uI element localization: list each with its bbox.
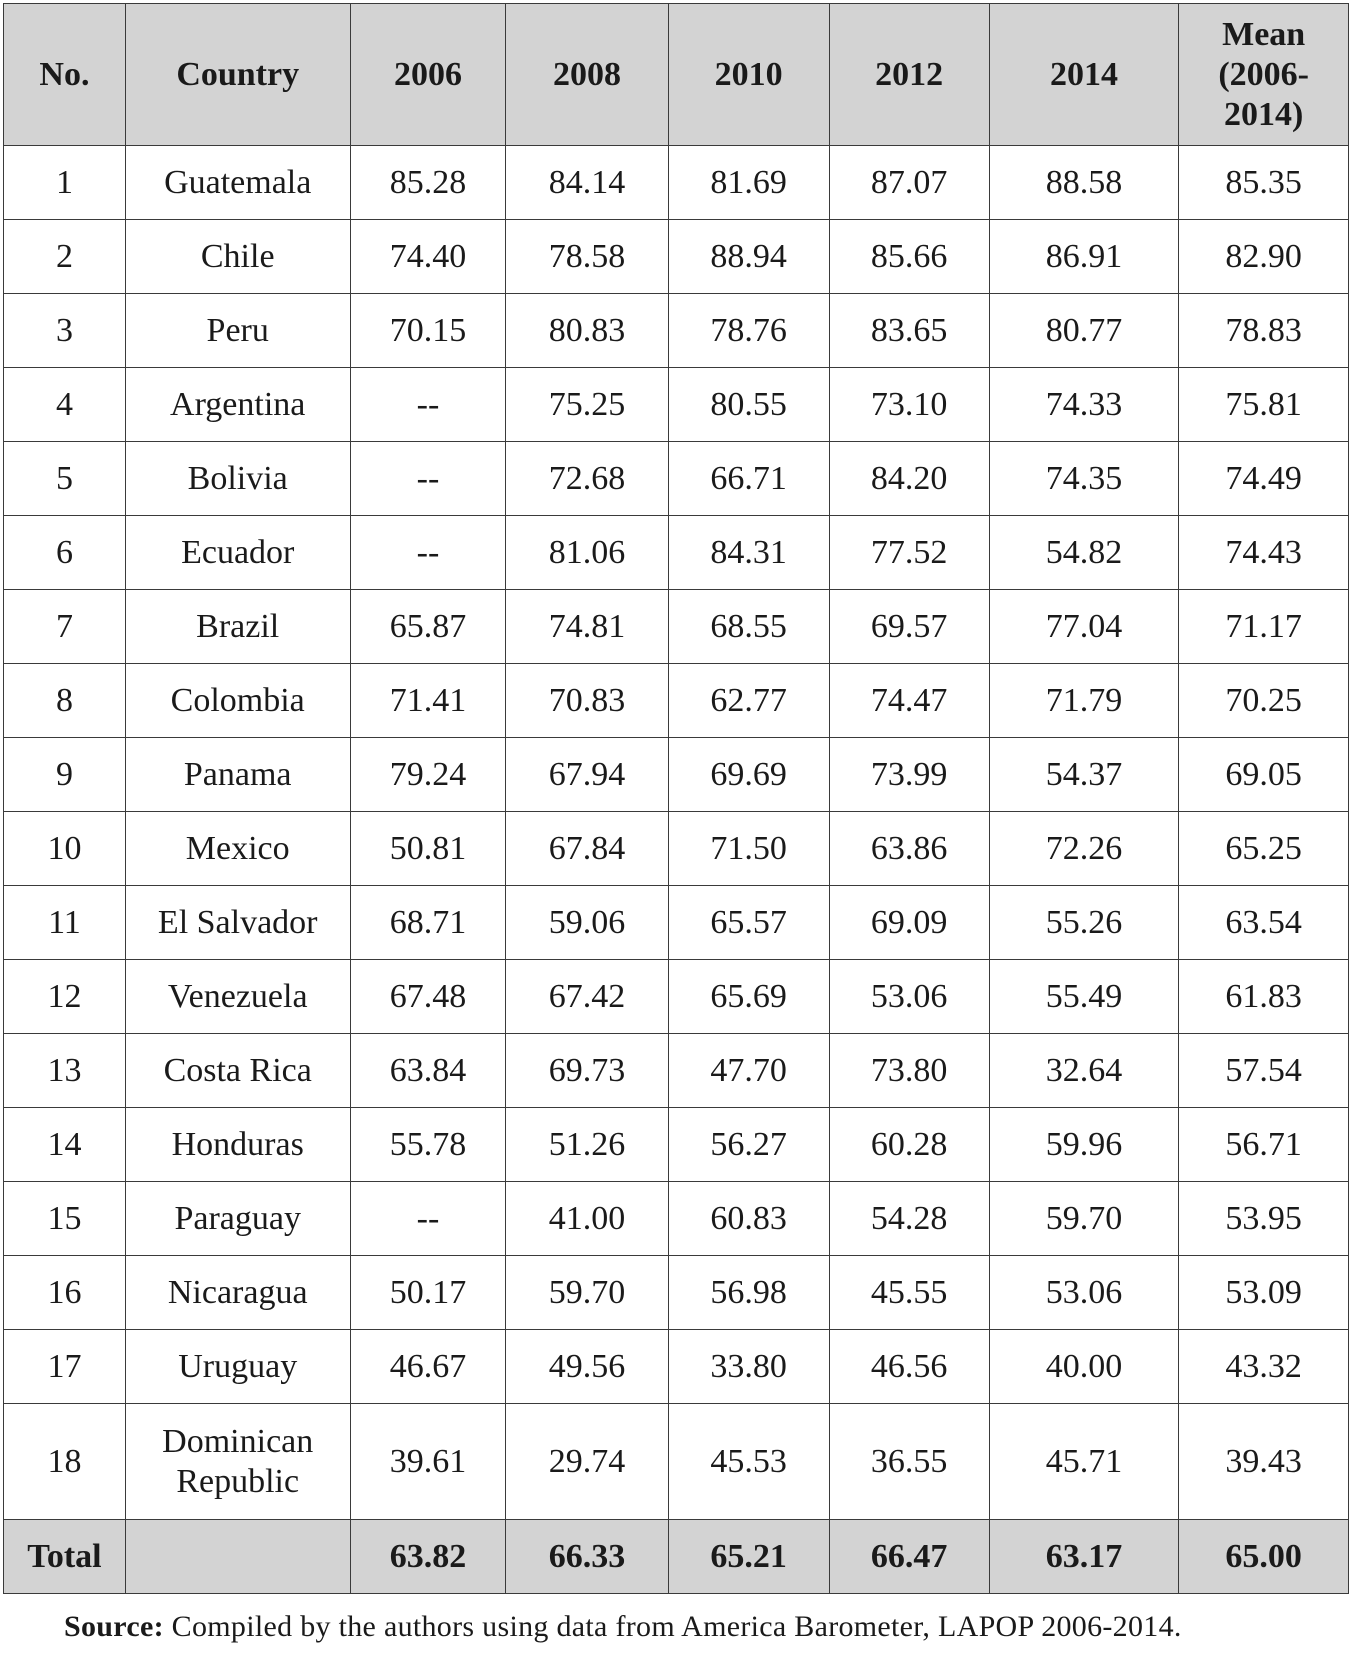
table-row [4,960,1349,1034]
cell-value: 84.14 [506,146,668,220]
source-text: Compiled by the authors using data from America Barometer, LAPOP 2006-2014. [163,1610,1182,1643]
cell-value: 77.52 [829,516,989,590]
cell-value: 81.69 [668,146,829,220]
cell-country: El Salvador [125,886,350,960]
cell-value: -- [350,516,506,590]
cell-country: Bolivia [125,442,350,516]
cell-country: Brazil [125,590,350,664]
header-row [4,4,1349,146]
cell-value: 80.83 [506,294,668,368]
cell-value: 69.09 [829,886,989,960]
table-row [4,442,1349,516]
header-2010: 2010 [668,4,829,146]
cell-no: 8 [4,664,126,738]
cell-value: 66.71 [668,442,829,516]
cell-value: 88.58 [989,146,1179,220]
cell-no: 4 [4,368,126,442]
cell-value: 74.49 [1179,442,1349,516]
total-value: 66.33 [506,1520,668,1594]
cell-no: 7 [4,590,126,664]
table-row [4,738,1349,812]
header-2014: 2014 [989,4,1179,146]
cell-no: 3 [4,294,126,368]
cell-value: 61.83 [1179,960,1349,1034]
cell-value: 50.17 [350,1256,506,1330]
cell-value: 45.53 [668,1404,829,1520]
cell-value: 70.15 [350,294,506,368]
cell-country: Uruguay [125,1330,350,1404]
table-row [4,1404,1349,1520]
cell-value: 59.70 [989,1182,1179,1256]
table-row [4,368,1349,442]
total-value: 65.21 [668,1520,829,1594]
cell-value: 39.61 [350,1404,506,1520]
cell-country: Honduras [125,1108,350,1182]
cell-value: 70.83 [506,664,668,738]
table-row [4,812,1349,886]
cell-value: 55.26 [989,886,1179,960]
cell-value: 60.28 [829,1108,989,1182]
cell-value: 72.68 [506,442,668,516]
cell-value: 74.35 [989,442,1179,516]
total-label: Total [4,1520,126,1594]
cell-no: 13 [4,1034,126,1108]
cell-value: 78.58 [506,220,668,294]
cell-value: -- [350,1182,506,1256]
cell-value: 78.76 [668,294,829,368]
cell-value: 74.40 [350,220,506,294]
total-empty-cell [125,1520,350,1594]
cell-no: 16 [4,1256,126,1330]
table-row [4,294,1349,368]
cell-value: 74.33 [989,368,1179,442]
cell-value: 75.81 [1179,368,1349,442]
cell-value: 32.64 [989,1034,1179,1108]
cell-value: 79.24 [350,738,506,812]
cell-value: 50.81 [350,812,506,886]
header-mean-line: (2006- [1218,55,1309,93]
cell-value: 65.87 [350,590,506,664]
cell-value: 85.66 [829,220,989,294]
cell-value: 43.32 [1179,1330,1349,1404]
cell-value: 41.00 [506,1182,668,1256]
cell-value: 71.50 [668,812,829,886]
table-row [4,664,1349,738]
cell-value: 71.17 [1179,590,1349,664]
source-label: Source: [64,1610,164,1643]
total-value: 63.82 [350,1520,506,1594]
cell-value: 54.37 [989,738,1179,812]
cell-value: 67.48 [350,960,506,1034]
cell-country: Costa Rica [125,1034,350,1108]
cell-value: 63.86 [829,812,989,886]
cell-value: 80.55 [668,368,829,442]
cell-value: 53.95 [1179,1182,1349,1256]
cell-value: 69.05 [1179,738,1349,812]
cell-value: 88.94 [668,220,829,294]
cell-value: 63.84 [350,1034,506,1108]
table-row [4,1330,1349,1404]
cell-value: 36.55 [829,1404,989,1520]
cell-value: 54.82 [989,516,1179,590]
cell-value: 84.31 [668,516,829,590]
cell-value: 86.91 [989,220,1179,294]
cell-value: 77.04 [989,590,1179,664]
cell-value: 75.25 [506,368,668,442]
header-2012: 2012 [829,4,989,146]
total-value: 63.17 [989,1520,1179,1594]
cell-value: 46.56 [829,1330,989,1404]
cell-value: 51.26 [506,1108,668,1182]
cell-value: 55.78 [350,1108,506,1182]
cell-value: 67.84 [506,812,668,886]
header-no: No. [4,4,126,146]
cell-value: 84.20 [829,442,989,516]
cell-country: Peru [125,294,350,368]
cell-country: Colombia [125,664,350,738]
header-2006: 2006 [350,4,506,146]
cell-no: 12 [4,960,126,1034]
cell-value: 80.77 [989,294,1179,368]
header-mean-line: 2014) [1224,95,1304,133]
cell-value: 54.28 [829,1182,989,1256]
cell-value: 73.10 [829,368,989,442]
cell-value: 63.54 [1179,886,1349,960]
table-row [4,1256,1349,1330]
cell-no: 9 [4,738,126,812]
cell-value: 72.26 [989,812,1179,886]
cell-value: 82.90 [1179,220,1349,294]
cell-value: 65.25 [1179,812,1349,886]
cell-value: 70.25 [1179,664,1349,738]
table-row [4,886,1349,960]
cell-value: 74.81 [506,590,668,664]
cell-value: 40.00 [989,1330,1179,1404]
cell-value: 57.54 [1179,1034,1349,1108]
cell-country: Ecuador [125,516,350,590]
cell-value: 33.80 [668,1330,829,1404]
header-country: Country [125,4,350,146]
cell-value: 71.41 [350,664,506,738]
header-mean-line: Mean [1222,15,1306,53]
country-line: Republic [176,1462,300,1500]
cell-country: Paraguay [125,1182,350,1256]
cell-value: -- [350,442,506,516]
cell-value: 46.67 [350,1330,506,1404]
table-row [4,1182,1349,1256]
cell-value: 73.80 [829,1034,989,1108]
cell-value: 67.42 [506,960,668,1034]
cell-value: 73.99 [829,738,989,812]
cell-value: 47.70 [668,1034,829,1108]
cell-value: 74.43 [1179,516,1349,590]
cell-no: 18 [4,1404,126,1520]
table-row [4,516,1349,590]
cell-value: 60.83 [668,1182,829,1256]
cell-country: Chile [125,220,350,294]
cell-value: 53.09 [1179,1256,1349,1330]
cell-value: 45.71 [989,1404,1179,1520]
header-2008: 2008 [506,4,668,146]
cell-country: Nicaragua [125,1256,350,1330]
cell-value: 59.96 [989,1108,1179,1182]
cell-value: 49.56 [506,1330,668,1404]
cell-value: 65.57 [668,886,829,960]
cell-no: 14 [4,1108,126,1182]
cell-no: 5 [4,442,126,516]
total-value: 65.00 [1179,1520,1349,1594]
cell-no: 17 [4,1330,126,1404]
cell-country: Venezuela [125,960,350,1034]
table-row [4,1108,1349,1182]
cell-no: 1 [4,146,126,220]
cell-value: 68.71 [350,886,506,960]
table-body [4,146,1349,1594]
cell-value: 56.27 [668,1108,829,1182]
cell-no: 15 [4,1182,126,1256]
cell-value: -- [350,368,506,442]
cell-country: Mexico [125,812,350,886]
cell-value: 55.49 [989,960,1179,1034]
cell-value: 56.98 [668,1256,829,1330]
cell-value: 74.47 [829,664,989,738]
table-row [4,146,1349,220]
country-line: Dominican [162,1422,314,1460]
cell-value: 29.74 [506,1404,668,1520]
cell-country: Guatemala [125,146,350,220]
cell-no: 2 [4,220,126,294]
header-mean [1179,4,1349,146]
cell-value: 59.70 [506,1256,668,1330]
cell-value: 65.69 [668,960,829,1034]
cell-value: 71.79 [989,664,1179,738]
cell-value: 69.69 [668,738,829,812]
cell-value: 85.28 [350,146,506,220]
cell-value: 59.06 [506,886,668,960]
cell-country [125,1404,350,1520]
total-row [4,1520,1349,1594]
cell-value: 85.35 [1179,146,1349,220]
cell-country: Argentina [125,368,350,442]
cell-value: 69.73 [506,1034,668,1108]
cell-no: 11 [4,886,126,960]
source-note [64,1610,1182,1644]
table-row [4,590,1349,664]
cell-value: 39.43 [1179,1404,1349,1520]
cell-value: 68.55 [668,590,829,664]
cell-no: 10 [4,812,126,886]
table-row [4,220,1349,294]
cell-value: 56.71 [1179,1108,1349,1182]
cell-no: 6 [4,516,126,590]
cell-value: 81.06 [506,516,668,590]
cell-value: 53.06 [829,960,989,1034]
table-row [4,1034,1349,1108]
cell-value: 53.06 [989,1256,1179,1330]
cell-value: 62.77 [668,664,829,738]
cell-value: 67.94 [506,738,668,812]
total-value: 66.47 [829,1520,989,1594]
cell-value: 45.55 [829,1256,989,1330]
cell-value: 87.07 [829,146,989,220]
cell-value: 69.57 [829,590,989,664]
results-table [3,3,1349,1594]
cell-country: Panama [125,738,350,812]
cell-value: 78.83 [1179,294,1349,368]
cell-value: 83.65 [829,294,989,368]
